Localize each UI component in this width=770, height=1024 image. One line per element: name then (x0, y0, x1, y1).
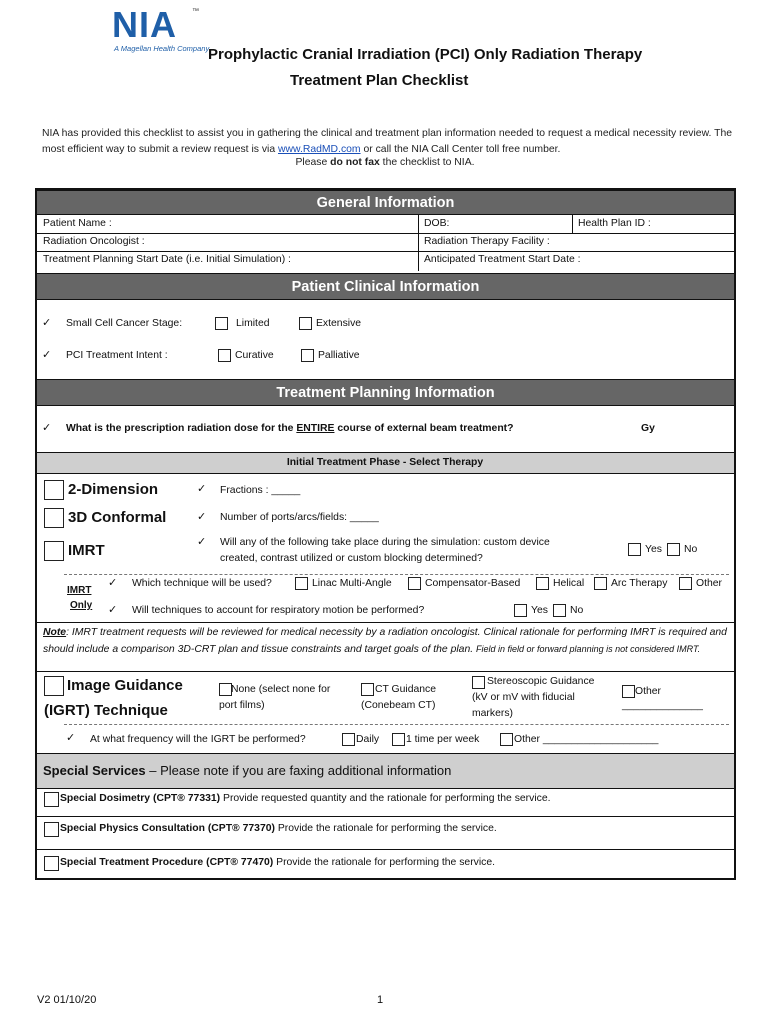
curative-checkbox[interactable] (218, 349, 231, 362)
linac-label: Linac Multi-Angle (312, 578, 392, 589)
divider (572, 215, 573, 234)
technique-other-checkbox[interactable] (679, 577, 692, 590)
ig-stereo-label-3: markers) (472, 708, 513, 719)
logo-tagline: A Magellan Health Company (114, 44, 210, 53)
frequency-other-label[interactable]: Other ____________________ (514, 734, 659, 745)
check-icon: ✓ (42, 349, 52, 361)
divider (37, 622, 734, 623)
special-dosimetry-text: Special Dosimetry (CPT® 77331) Provide requested quantity and the rationale for performing the service. (60, 793, 551, 804)
frequency-question: At what frequency will the IGRT be performed? (90, 734, 306, 745)
facility-field[interactable]: Radiation Therapy Facility : (424, 236, 550, 247)
2d-checkbox[interactable] (44, 480, 64, 500)
check-icon: ✓ (42, 422, 52, 434)
compensator-label: Compensator-Based (425, 578, 521, 589)
palliative-checkbox[interactable] (301, 349, 314, 362)
divider (37, 849, 734, 850)
imrt-only-label: IMRT (67, 585, 92, 596)
3d-conformal-label: 3D Conformal (68, 509, 167, 526)
nia-logo (112, 4, 210, 56)
igrt-label: Image Guidance (67, 677, 183, 694)
special-services-heading: Special Services – Please note if you are faxing additional information (43, 763, 452, 778)
motion-yes-label: Yes (531, 605, 548, 616)
ig-stereo-label: Stereoscopic Guidance (487, 676, 595, 687)
helical-checkbox[interactable] (536, 577, 549, 590)
fractions-field[interactable]: Fractions : _____ (220, 485, 301, 496)
dashed-divider (64, 574, 729, 575)
clinical-info-heading: Patient Clinical Information (37, 273, 734, 300)
check-icon: ✓ (66, 732, 76, 744)
technique-other-label: Other (696, 578, 722, 589)
ig-other-checkbox[interactable] (622, 685, 635, 698)
extensive-checkbox[interactable] (299, 317, 312, 330)
special-physics-checkbox[interactable] (44, 822, 59, 837)
anticipated-start-date-field[interactable]: Anticipated Treatment Start Date : (424, 254, 581, 265)
ig-other-line[interactable]: ______________ (622, 700, 703, 711)
radiation-oncologist-field[interactable]: Radiation Oncologist : (43, 236, 145, 247)
radmd-link[interactable]: www.RadMD.com (278, 144, 361, 155)
check-icon: ✓ (197, 483, 207, 495)
special-procedure-checkbox[interactable] (44, 856, 59, 871)
palliative-label: Palliative (318, 350, 360, 361)
stage-label: Small Cell Cancer Stage: (66, 318, 183, 329)
special-procedure-text: Special Treatment Procedure (CPT® 77470) Provide the rationale for performing the service. (60, 857, 496, 868)
simulation-yes-checkbox[interactable] (628, 543, 641, 556)
frequency-other-checkbox[interactable] (500, 733, 513, 746)
imrt-note: Note: IMRT treatment requests will be reviewed for medical necessity by a radiation oncologist. Clinical rationale for performing IMRT is required and should include a comparison 3D-CRT plan and tissue constraints and target goals of the plan. Field in field or forward planning is not considered IMRT. (43, 627, 727, 655)
ig-stereo-label-2: (kV or mV with fiducial (472, 692, 575, 703)
limited-checkbox[interactable] (215, 317, 228, 330)
weekly-checkbox[interactable] (392, 733, 405, 746)
intro-text: NIA has provided this checklist to assist you in gathering the clinical and treatment plan information needed to request a medical necessity review. The most efficient way to submit a review request is via www.RadMD.com or call the NIA Call Center toll free number. (42, 128, 733, 155)
divider (37, 816, 734, 817)
daily-label: Daily (356, 734, 380, 745)
patient-name-field[interactable]: Patient Name : (43, 218, 112, 229)
logo-name: NIA (112, 4, 177, 45)
page-subtitle: Treatment Plan Checklist (290, 72, 469, 89)
motion-no-label: No (570, 605, 584, 616)
motion-question: Will techniques to account for respiratory motion be performed? (132, 605, 425, 616)
page-title: Prophylactic Cranial Irradiation (PCI) Only Radiation Therapy (208, 46, 643, 63)
special-physics-text: Special Physics Consultation (CPT® 77370) Provide the rationale for performing the service. (60, 823, 497, 834)
ig-stereo-checkbox[interactable] (472, 676, 485, 689)
planning-start-date-field[interactable]: Treatment Planning Start Date (i.e. Initial Simulation) : (43, 254, 291, 265)
motion-yes-checkbox[interactable] (514, 604, 527, 617)
dose-unit: Gy (641, 423, 655, 434)
technique-question: Which technique will be used? (132, 578, 272, 589)
intent-label: PCI Treatment Intent : (66, 350, 168, 361)
simulation-question-line1: Will any of the following take place during the simulation: custom device (220, 537, 550, 548)
version-label: V2 01/10/20 (37, 994, 97, 1006)
dob-field[interactable]: DOB: (424, 218, 450, 229)
check-icon: ✓ (108, 604, 118, 616)
simulation-no-label: No (684, 544, 698, 555)
ig-ct-label-2: (Conebeam CT) (361, 700, 436, 711)
ig-none-label: None (select none for (231, 684, 331, 695)
divider (37, 251, 734, 252)
simulation-question-line2: created, contrast utilized or custom blocking determined? (220, 553, 483, 564)
ig-ct-checkbox[interactable] (361, 683, 374, 696)
helical-label: Helical (553, 578, 585, 589)
check-icon: ✓ (197, 511, 207, 523)
initial-phase-heading: Initial Treatment Phase - Select Therapy (286, 457, 484, 468)
igrt-label-2: (IGRT) Technique (44, 702, 168, 719)
ports-field[interactable]: Number of ports/arcs/fields: _____ (220, 512, 379, 523)
divider (37, 671, 734, 672)
2d-label: 2-Dimension (68, 481, 159, 498)
health-plan-id-field[interactable]: Health Plan ID : (578, 218, 651, 229)
imrt-checkbox[interactable] (44, 541, 64, 561)
linac-checkbox[interactable] (295, 577, 308, 590)
trademark-icon: ™ (192, 8, 199, 15)
compensator-checkbox[interactable] (408, 577, 421, 590)
imrt-only-label-2: Only (70, 600, 93, 611)
check-icon: ✓ (108, 577, 118, 589)
igrt-checkbox[interactable] (44, 676, 64, 696)
simulation-yes-label: Yes (645, 544, 662, 555)
check-icon: ✓ (197, 536, 207, 548)
motion-no-checkbox[interactable] (553, 604, 566, 617)
weekly-label: 1 time per week (406, 734, 480, 745)
fax-notice: Please do not fax the checklist to NIA. (295, 157, 475, 168)
dose-question: What is the prescription radiation dose for the ENTIRE course of external beam treatment? (66, 423, 514, 434)
simulation-no-checkbox[interactable] (667, 543, 680, 556)
ig-none-label-2: port films) (219, 700, 265, 711)
ig-ct-label: CT Guidance (375, 684, 437, 695)
curative-label: Curative (235, 350, 274, 361)
planning-info-heading: Treatment Planning Information (37, 379, 734, 406)
dashed-divider (64, 724, 729, 725)
page-number: 1 (377, 994, 384, 1006)
imrt-label: IMRT (68, 542, 105, 559)
limited-label: Limited (236, 318, 270, 329)
3d-conformal-checkbox[interactable] (44, 508, 64, 528)
special-dosimetry-checkbox[interactable] (44, 792, 59, 807)
divider (37, 233, 734, 234)
arc-therapy-checkbox[interactable] (594, 577, 607, 590)
general-info-heading: General Information (37, 190, 734, 215)
daily-checkbox[interactable] (342, 733, 355, 746)
divider (418, 215, 419, 271)
arc-therapy-label: Arc Therapy (611, 578, 668, 589)
ig-other-label: Other (635, 686, 661, 697)
extensive-label: Extensive (316, 318, 362, 329)
check-icon: ✓ (42, 317, 52, 329)
